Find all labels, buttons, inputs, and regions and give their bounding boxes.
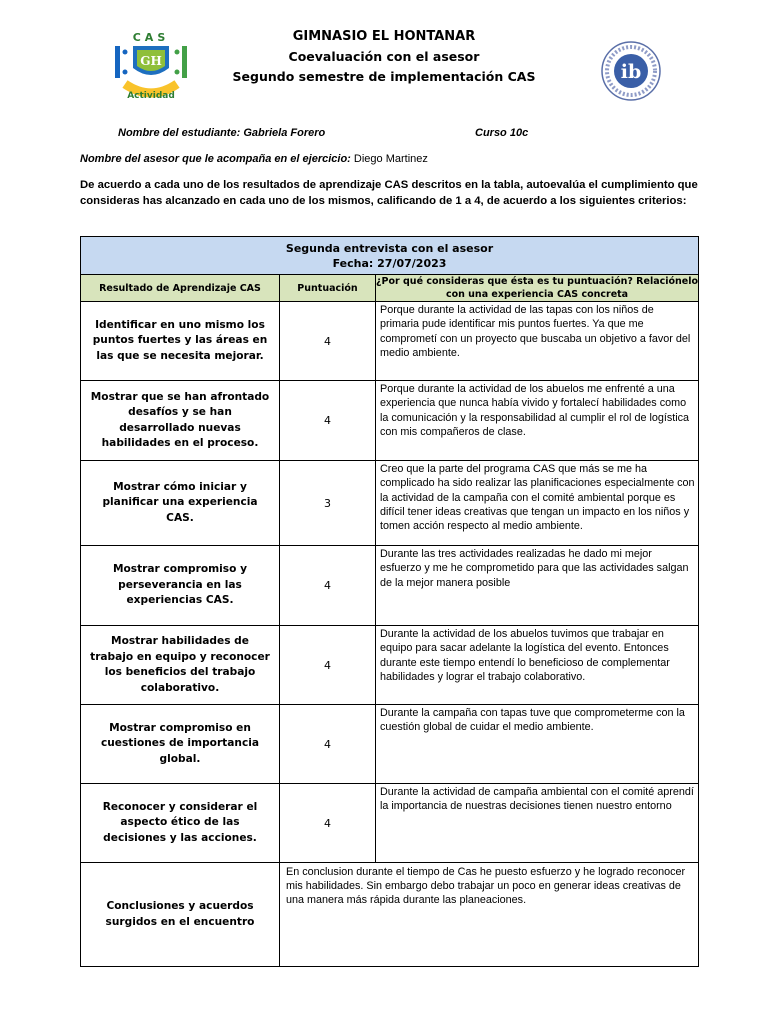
document-subtitle: Coevaluación con el asesor <box>288 49 480 64</box>
learning-outcome: Mostrar compromiso y perseverancia en las experiencias CAS. <box>81 546 280 626</box>
table-row <box>81 381 699 461</box>
advisor-name: Diego Martinez <box>353 153 428 165</box>
score-reason: Durante las tres actividades realizadas he dado mi mejor esfuerzo y me he comprometido para que las actividades salgan de la mejor manera posible <box>376 546 699 626</box>
column-header-result: Resultado de Aprendizaje CAS <box>81 275 280 302</box>
score-value: 4 <box>280 705 376 784</box>
conclusion-text: En conclusion durante el tiempo de Cas he puesto esfuerzo y he logrado reconocer mis habilidades. Sin embargo debo trabajar un poco en generar ideas creativas de una manera más rápida durante las planeaciones. <box>280 863 699 967</box>
interview-date: Fecha: 27/07/2023 <box>332 256 447 270</box>
learning-outcome: Mostrar que se han afrontado desafíos y se han desarrollado nuevas habilidades en el proceso. <box>81 381 280 461</box>
svg-text:ib: ib <box>620 61 642 83</box>
conclusion-row <box>81 863 699 967</box>
learning-outcome: Identificar en uno mismo los puntos fuertes y las áreas en las que se necesita mejorar. <box>81 302 280 381</box>
school-name: GIMNASIO EL HONTANAR <box>292 29 476 44</box>
student-label: Nombre del estudiante: <box>118 127 241 139</box>
learning-outcome: Reconocer y considerar el aspecto ético de las decisiones y las acciones. <box>81 784 280 863</box>
table-header <box>81 237 699 275</box>
advisor-label: Nombre del asesor que le acompaña en el ejercicio: <box>80 153 351 165</box>
evaluation-table <box>80 236 699 967</box>
column-header-reason: ¿Por qué consideras que ésta es tu puntuación? Relaciónelo con una experiencia CAS concreta <box>376 276 699 300</box>
table-row <box>81 461 699 546</box>
score-reason: Creo que la parte del programa CAS que más se me ha complicado ha sido realizar las planificaciones especialmente con la actividad de la campaña con el comité ambiental porque es difícil tener ideas creativas que tengan un impacto en los niños y tomen acción respecto al medio ambiente. <box>376 461 699 546</box>
semester-title: Segundo semestre de implementación CAS <box>232 69 536 84</box>
score-reason: Durante la actividad de los abuelos tuvimos que trabajar en equipo para sacar adelante la logística del evento. Entonces durante este tiempo entendí lo beneficioso de complementar habilidades y lograr el trabajo colaborativo. <box>376 626 699 705</box>
table-row <box>81 784 699 863</box>
score-value: 4 <box>280 626 376 705</box>
score-value: 4 <box>280 302 376 381</box>
score-reason: Porque durante la actividad de las tapas con los niños de primaria pude identificar mis puntos fuertes. Ya que me comprometí con un proyecto que buscaba un objetivo a favor del medio ambiente. <box>376 302 699 381</box>
learning-outcome: Mostrar habilidades de trabajo en equipo y reconocer los beneficios del trabajo colaborativo. <box>81 626 280 705</box>
score-value: 4 <box>280 546 376 626</box>
table-row <box>81 626 699 705</box>
conclusion-label: Conclusiones y acuerdos surgidos en el encuentro <box>81 863 280 967</box>
advisor-line <box>80 153 428 165</box>
learning-outcome: Mostrar cómo iniciar y planificar una experiencia CAS. <box>81 461 280 546</box>
score-value: 4 <box>280 784 376 863</box>
score-reason: Durante la campaña con tapas tuve que comprometerme con la cuestión global de cuidar el medio ambiente. <box>376 705 699 784</box>
instructions-paragraph: De acuerdo a cada uno de los resultados de aprendizaje CAS descritos en la tabla, autoevalúa el cumplimiento que consideras has alcanzado en cada uno de los mismos, calificando de 1 a 4, de acuerdo a los siguientes criterios: <box>80 179 698 207</box>
svg-text:CAS: CAS <box>132 31 170 44</box>
table-row <box>81 705 699 784</box>
score-reason: Porque durante la actividad de los abuelos me enfrenté a una experiencia que nunca había vivido y fortalecí habilidades como la comunicación y la responsabilidad al cumplir el rol de logística con mis compañeros de clase. <box>376 381 699 461</box>
learning-outcome: Mostrar compromiso en cuestiones de importancia global. <box>81 705 280 784</box>
student-line <box>118 127 325 139</box>
column-header-score: Puntuación <box>280 275 376 302</box>
score-reason: Durante la actividad de campaña ambiental con el comité aprendí la importancia de nuestras decisiones tienen nuestro entorno <box>376 784 699 863</box>
svg-text:GH: GH <box>140 54 162 68</box>
table-title: Segunda entrevista con el asesor <box>285 241 494 255</box>
score-value: 4 <box>280 381 376 461</box>
student-name: Gabriela Forero <box>243 127 326 139</box>
course-label: Curso 10c <box>475 127 529 139</box>
svg-text:Actividad: Actividad <box>127 91 175 101</box>
score-value: 3 <box>280 461 376 546</box>
table-row <box>81 546 699 626</box>
table-row <box>81 302 699 381</box>
